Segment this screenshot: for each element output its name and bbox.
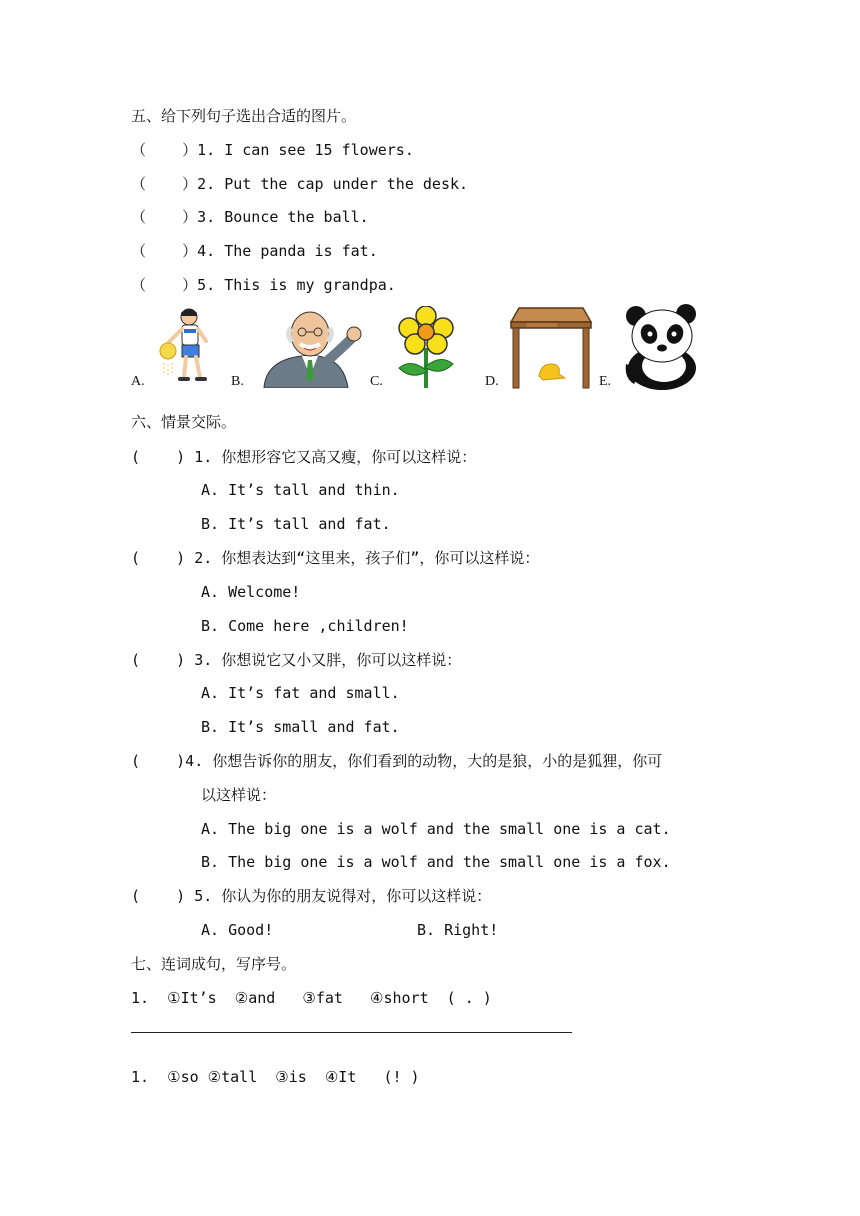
- picture-label-b: B.: [231, 374, 244, 389]
- section6-q1-stem: ( ) 1. 你想形容它又高又瘦，你可以这样说：: [131, 448, 477, 466]
- section5-item-2: （ ）2. Put the cap under the desk.: [131, 175, 469, 193]
- section5-item-1: （ ）1. I can see 15 flowers.: [131, 141, 414, 159]
- section6-q3-option-b: B. It’s small and fat.: [201, 718, 400, 736]
- panda-icon: [622, 304, 702, 390]
- picture-label-c: C.: [370, 374, 383, 389]
- flower-icon: [393, 306, 459, 390]
- section6-q5-stem: ( ) 5. 你认为你的朋友说得对，你可以这样说：: [131, 887, 492, 905]
- section6-q1-option-b: B. It’s tall and fat.: [201, 515, 391, 533]
- section6-q4-option-b: B. The big one is a wolf and the small one is a fox.: [201, 853, 671, 871]
- section5-item-4: （ ）4. The panda is fat.: [131, 242, 378, 260]
- section5-title: 五、给下列句子选出合适的图片。: [131, 107, 357, 125]
- section6-q1-option-a: A. It’s tall and thin.: [201, 481, 400, 499]
- grandpa-icon: [256, 304, 366, 388]
- section6-q2-option-b: B. Come here ,children!: [201, 617, 409, 635]
- answer-line[interactable]: [131, 1032, 572, 1033]
- section5-item-3: （ ）3. Bounce the ball.: [131, 208, 369, 226]
- picture-label-a: A.: [131, 374, 145, 389]
- section7-q2: 1. ①so ②tall ③is ④It (! ): [131, 1068, 420, 1086]
- section6-q3-option-a: A. It’s fat and small.: [201, 684, 400, 702]
- section6-q4-stem-continued: 以这样说：: [201, 786, 277, 804]
- section6-q4-option-a: A. The big one is a wolf and the small one is a cat.: [201, 820, 671, 838]
- section6-q5-option-a: A. Good!: [201, 921, 274, 939]
- section6-title: 六、情景交际。: [131, 413, 237, 431]
- section6-q2-stem: ( ) 2. 你想表达到“这里来，孩子们”，你可以这样说：: [131, 549, 540, 567]
- section6-q2-option-a: A. Welcome!: [201, 583, 301, 601]
- section7-title: 七、连词成句，写序号。: [131, 955, 297, 973]
- section6-q5-option-b: B. Right!: [417, 921, 499, 939]
- section7-q1: 1. ①It’s ②and ③fat ④short ( . ): [131, 989, 492, 1007]
- section6-q3-stem: ( ) 3. 你想说它又小又胖，你可以这样说：: [131, 651, 462, 669]
- section6-q4-stem: ( )4. 你想告诉你的朋友，你们看到的动物，大的是狼，小的是狐狸，你可: [131, 752, 663, 770]
- picture-label-d: D.: [485, 374, 499, 389]
- section5-item-5: （ ）5. This is my grandpa.: [131, 276, 396, 294]
- boy-bouncing-ball-icon: [154, 307, 220, 387]
- desk-with-cap-icon: [509, 306, 593, 390]
- picture-label-e: E.: [599, 374, 612, 389]
